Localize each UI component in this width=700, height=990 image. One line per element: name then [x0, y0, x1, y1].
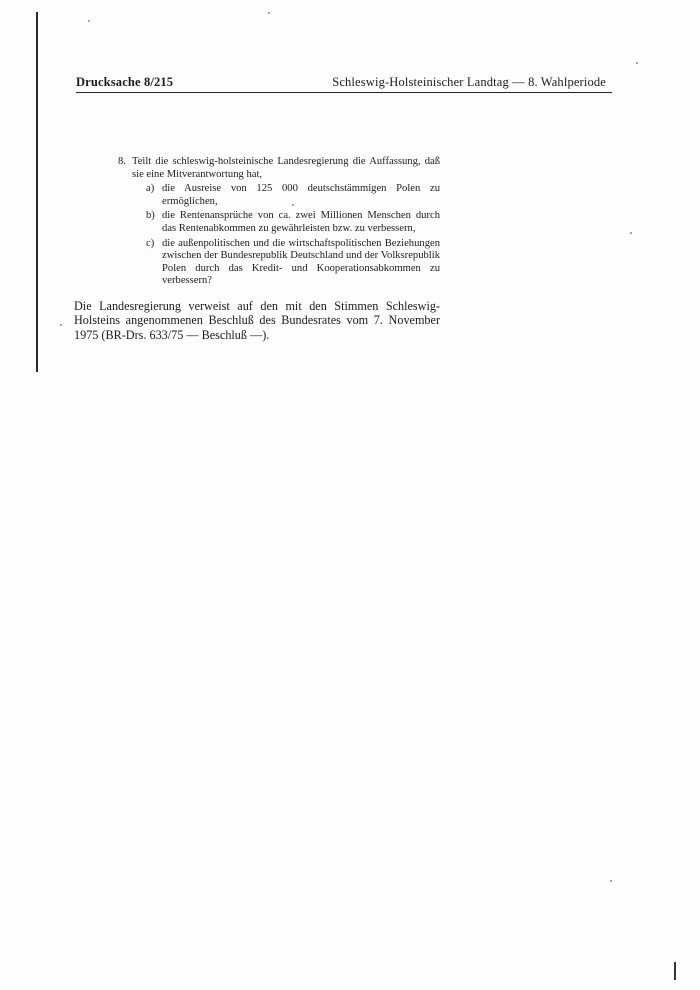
margin-mark [674, 962, 676, 980]
scan-speck [610, 880, 612, 882]
scan-speck [630, 232, 632, 234]
document-number: Drucksache 8/215 [76, 75, 174, 89]
item-text: die außenpolitischen und die wirtschaftspolitischen Beziehungen zwischen der Bundesrepublik Deutschland und der Volksrepublik Polen durch das Kredit- und Kooperationsabkommen zu verbessern? [162, 237, 440, 287]
question-number: 8. [118, 156, 126, 167]
scan-speck [60, 324, 62, 326]
item-text: die Rentenansprüche von ca. zwei Millionen Menschen durch das Rentenabkommen zu gewährleisten bzw. zu verbessern, [162, 210, 440, 234]
answer-paragraph: Die Landesregierung verweist auf den mit den Stimmen Schleswig-Holsteins angenommenen Beschluß des Bundesrates vom 7. November 1975 (BR-Drs. 633/75 — Beschluß —). [74, 299, 440, 342]
scan-speck [636, 62, 638, 64]
question-block [118, 156, 440, 290]
question-item-c [146, 238, 440, 288]
binding-margin-line [36, 12, 38, 372]
header-title: Schleswig-Holsteinischer Landtag — 8. Wahlperiode [332, 75, 606, 89]
question-item-b [146, 210, 440, 235]
scan-speck [268, 12, 270, 14]
question-text: Teilt die schleswig-holsteinische Landesregierung die Auffassung, daß sie eine Mitverantwortung hat, [132, 156, 440, 180]
item-text: die Ausreise von 125 000 deutschstämmigen Polen zu ermöglichen, [162, 183, 440, 207]
question-row [118, 156, 440, 290]
item-label: b) [146, 210, 155, 222]
scan-speck [292, 204, 294, 206]
item-label: a) [146, 183, 155, 195]
scan-speck [88, 20, 90, 22]
page-header [76, 75, 612, 93]
question-sub-list [146, 183, 440, 288]
item-label: c) [146, 237, 155, 249]
